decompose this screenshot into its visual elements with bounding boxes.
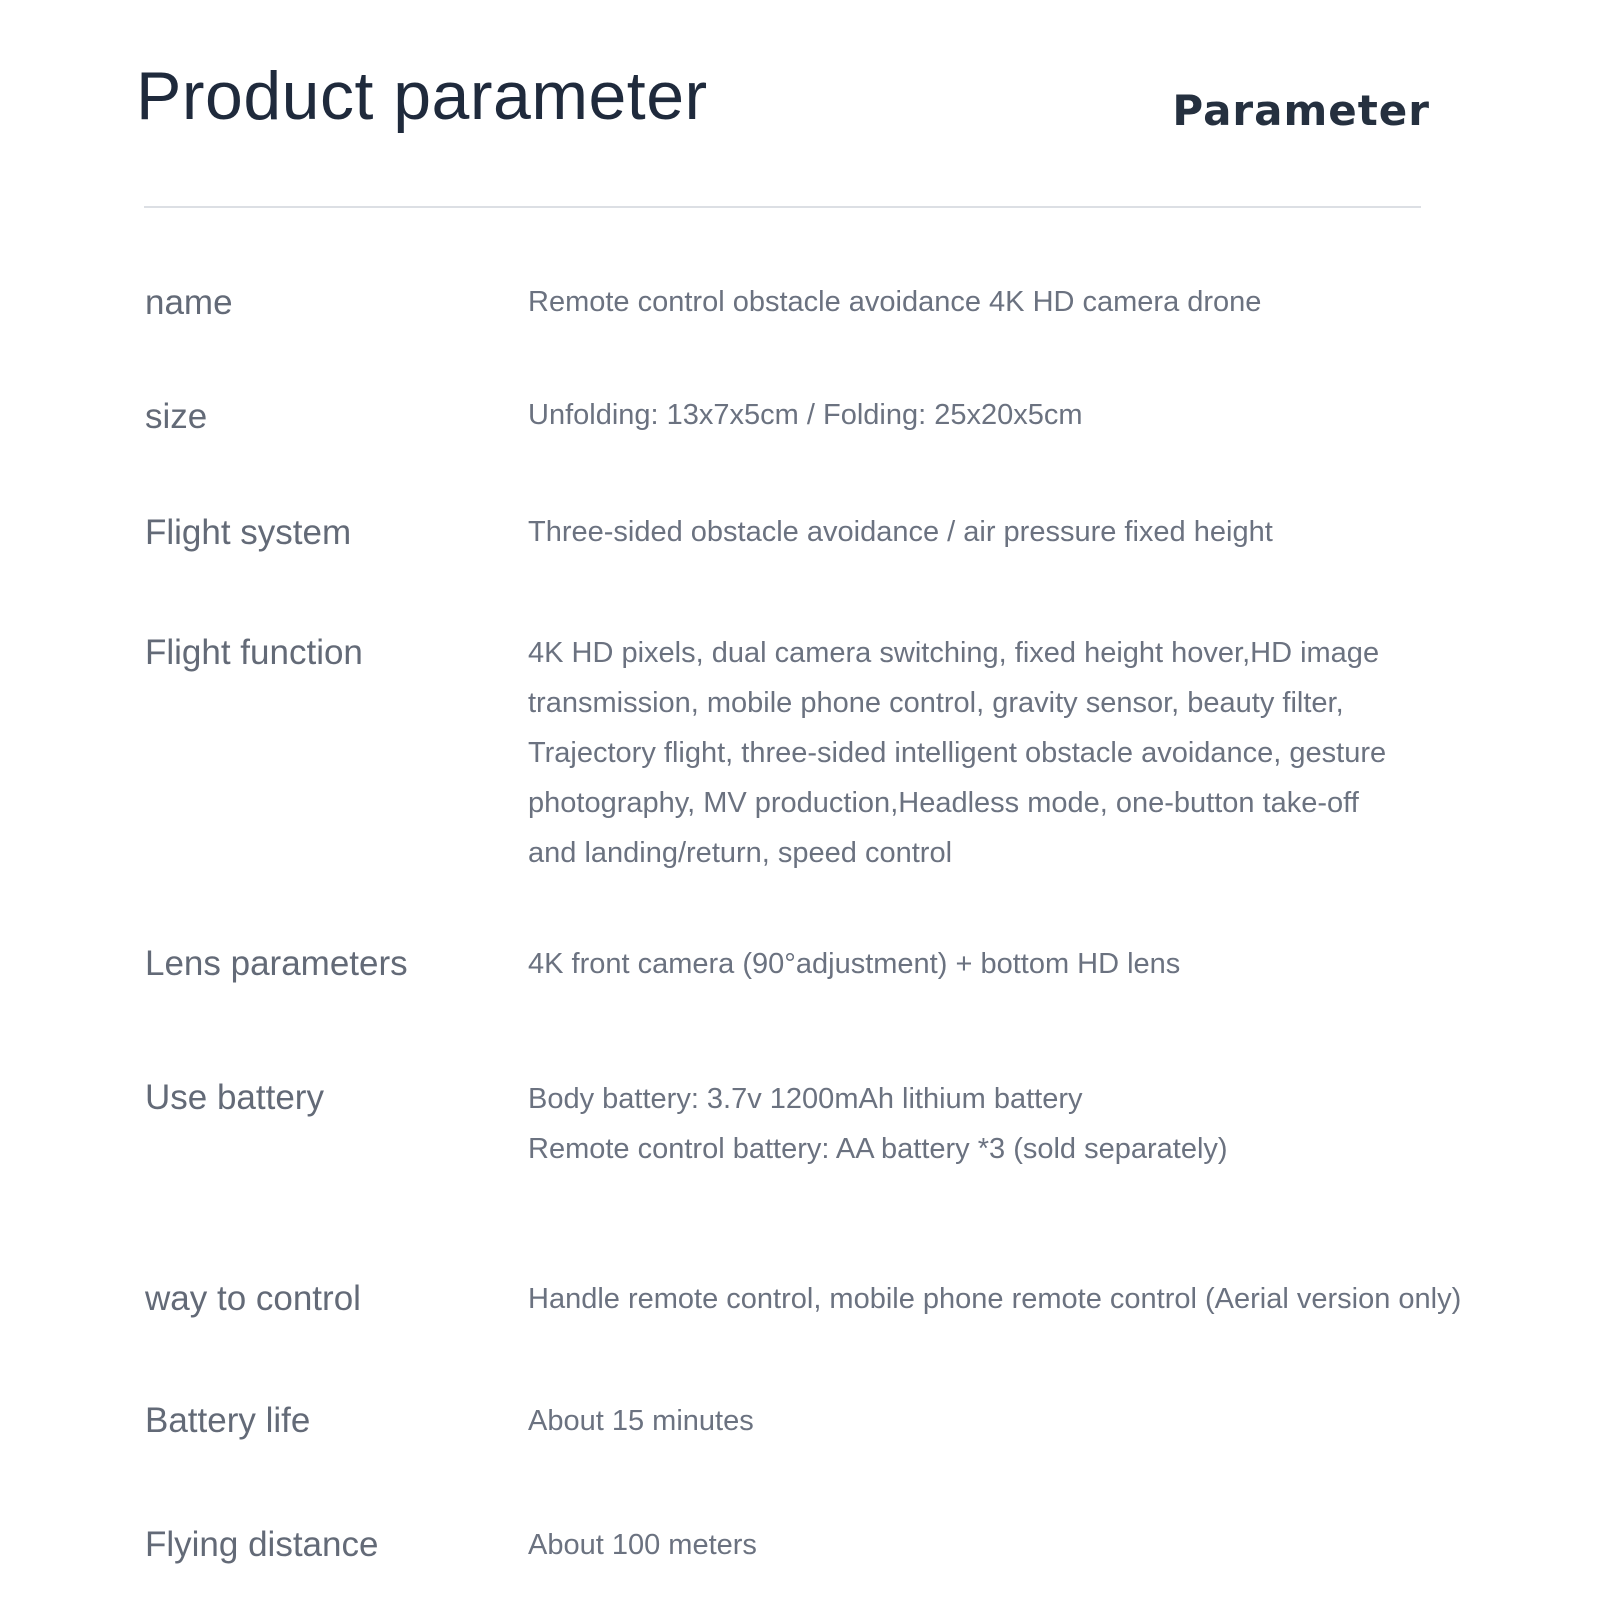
param-value-flight-system: Three-sided obstacle avoidance / air pressure fixed height xyxy=(528,516,1273,548)
param-value-lens-parameters: 4K front camera (90°adjustment) + bottom HD lens xyxy=(528,948,1181,980)
param-label-battery-life: Battery life xyxy=(145,1401,311,1440)
page-title: Product parameter xyxy=(136,58,708,134)
param-value-size: Unfolding: 13x7x5cm / Folding: 25x20x5cm xyxy=(528,399,1083,431)
flight-function-line: 4K HD pixels, dual camera switching, fixed height hover,HD image xyxy=(528,637,1380,669)
flight-function-line: Trajectory flight, three-sided intelligent obstacle avoidance, gesture xyxy=(528,737,1387,769)
battery-line: Body battery: 3.7v 1200mAh lithium battery xyxy=(528,1083,1083,1115)
param-value-name: Remote control obstacle avoidance 4K HD camera drone xyxy=(528,286,1262,318)
param-label-lens-parameters: Lens parameters xyxy=(145,944,408,983)
param-value-use-battery xyxy=(528,1074,1488,1174)
flight-function-line: photography, MV production,Headless mode, one-button take-off xyxy=(528,787,1359,819)
param-value-flying-distance: About 100 meters xyxy=(528,1529,757,1561)
flight-function-line: transmission, mobile phone control, gravity sensor, beauty filter, xyxy=(528,687,1344,719)
param-label-flying-distance: Flying distance xyxy=(145,1525,379,1564)
battery-line: Remote control battery: AA battery *3 (sold separately) xyxy=(528,1133,1228,1165)
header-divider xyxy=(144,206,1421,208)
param-value-way-to-control: Handle remote control, mobile phone remote control (Aerial version only) xyxy=(528,1283,1462,1315)
param-label-size: size xyxy=(145,397,208,436)
param-label-flight-function: Flight function xyxy=(145,633,363,672)
page-subtitle: Parameter xyxy=(1172,86,1430,135)
flight-function-line: and landing/return, speed control xyxy=(528,837,953,869)
param-label-flight-system: Flight system xyxy=(145,513,352,552)
param-label-name: name xyxy=(145,283,233,322)
param-value-flight-function xyxy=(528,628,1488,878)
param-value-battery-life: About 15 minutes xyxy=(528,1405,754,1437)
param-label-way-to-control: way to control xyxy=(145,1279,361,1318)
param-label-use-battery: Use battery xyxy=(145,1078,324,1117)
